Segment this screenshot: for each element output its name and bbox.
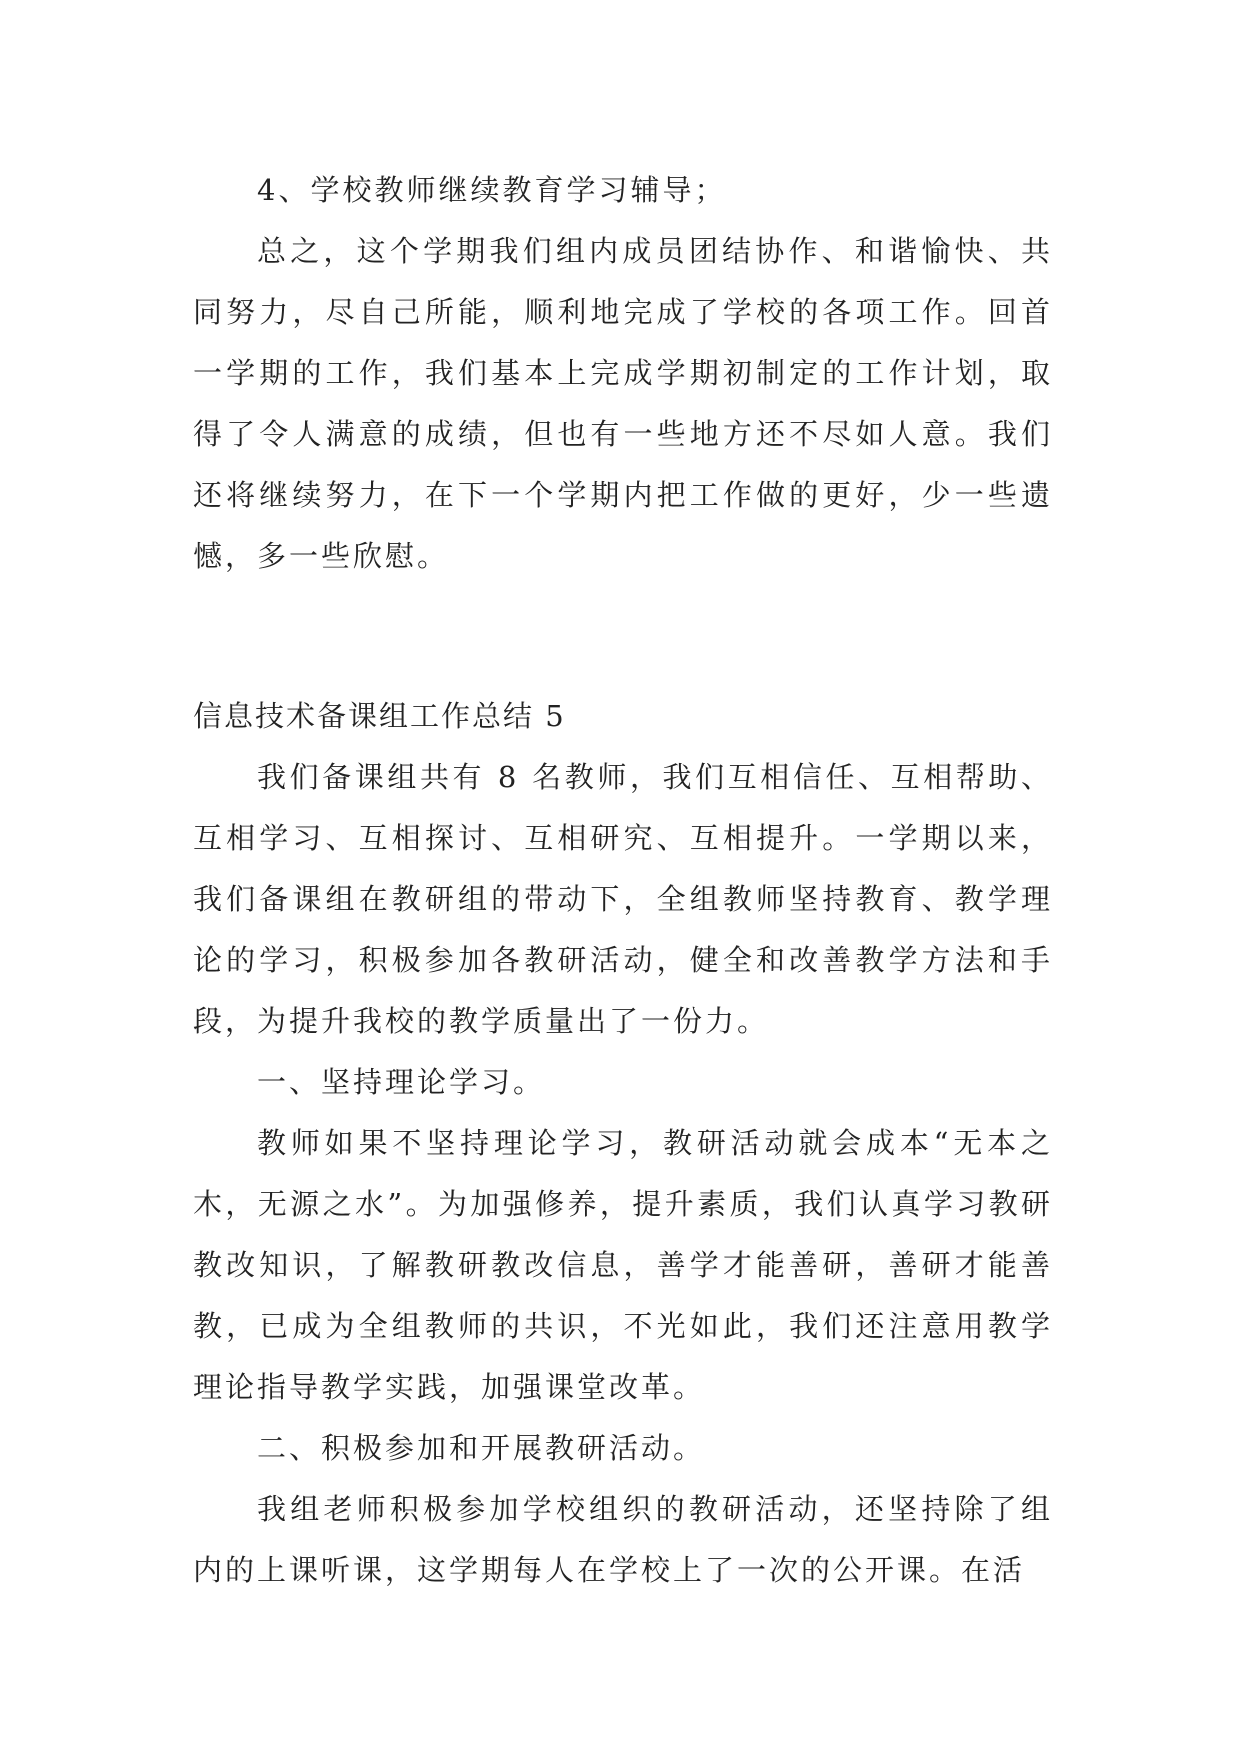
list-item-continuing-education: 4、学校教师继续教育学习辅导；: [257, 173, 727, 207]
research-activities-paragraph: 我组老师积极参加学校组织的教研活动，还坚持除了组内的上课听课，这学期每人在学校上了一次的公开课。在活: [193, 1492, 1053, 1587]
subheading-theory-study: 一、坚持理论学习。: [257, 1065, 546, 1099]
subheading-research-activities: 二、积极参加和开展教研活动。: [257, 1431, 706, 1465]
summary-paragraph: 总之，这个学期我们组内成员团结协作、和谐愉快、共同努力，尽自己所能，顺利地完成了学校的各项工作。回首一学期的工作，我们基本上完成学期初制定的工作计划，取得了令人满意的成绩，但也有一些地方还不尽如人意。我们还将继续努力，在下一个学期内把工作做的更好，少一些遗憾，多一些欣慰。: [193, 234, 1053, 573]
document-body: [193, 160, 1053, 1601]
theory-study-paragraph: 教师如果不坚持理论学习，教研活动就会成本“无本之木，无源之水”。为加强修养，提升素质，我们认真学习教研教改知识，了解教研教改信息，善学才能善研，善研才能善教，已成为全组教师的共识，不光如此，我们还注意用教学理论指导教学实践，加强课堂改革。: [193, 1126, 1053, 1404]
intro-paragraph: 我们备课组共有 8 名教师，我们互相信任、互相帮助、互相学习、互相探讨、互相研究、互相提升。一学期以来，我们备课组在教研组的带动下，全组教师坚持教育、教学理论的学习，积极参加各教研活动，健全和改善教学方法和手段，为提升我校的教学质量出了一份力。: [193, 760, 1053, 1038]
section-title: 信息技术备课组工作总结 5: [193, 699, 566, 733]
